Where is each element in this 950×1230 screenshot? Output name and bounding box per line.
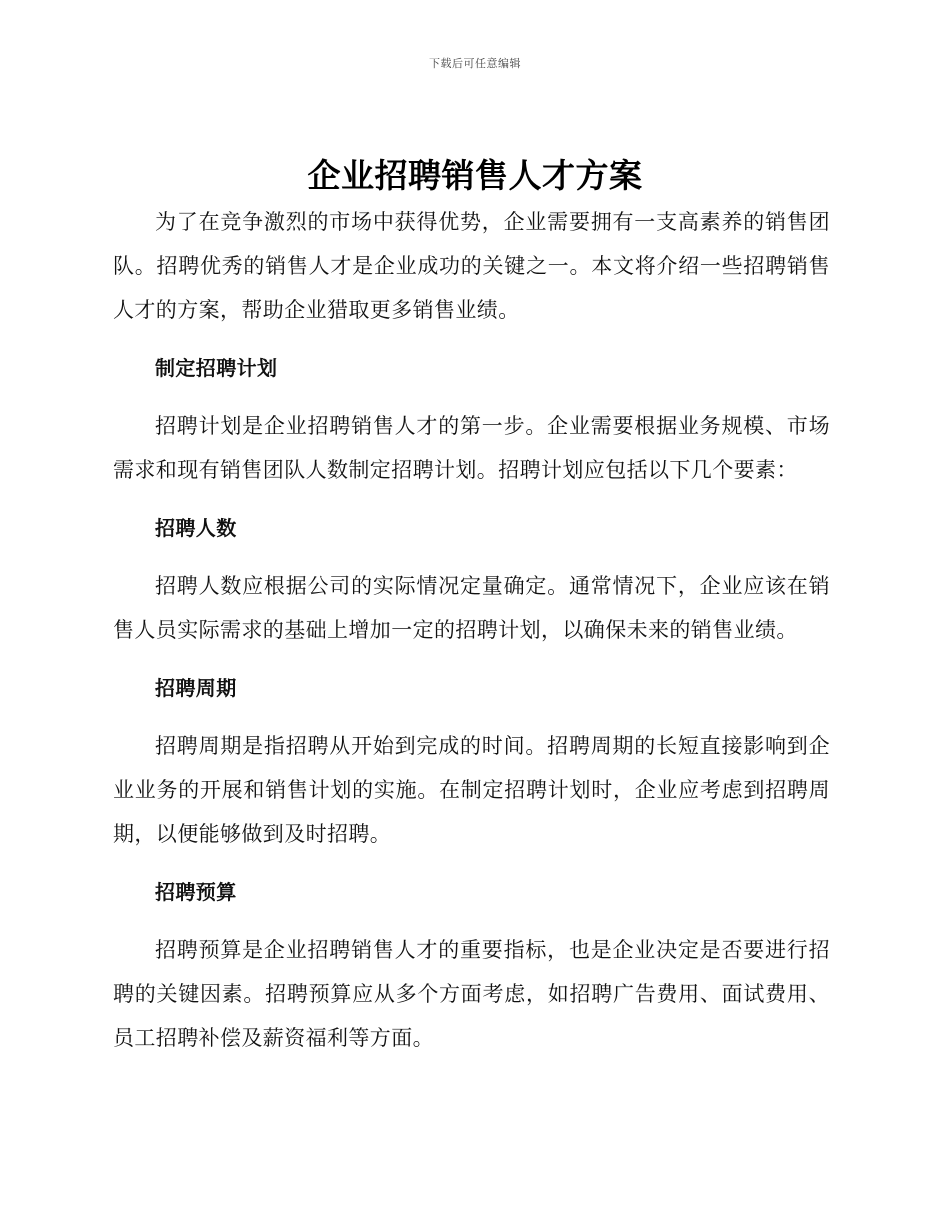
document-body xyxy=(113,200,830,1060)
spacer xyxy=(113,390,830,404)
spacer xyxy=(113,710,830,724)
section-paragraph-plan: 招聘计划是企业招聘销售人才的第一步。企业需要根据业务规模、市场需求和现有销售团队人数制定招聘计划。招聘计划应包括以下几个要素： xyxy=(113,414,830,482)
section-heading-budget: 招聘预算 xyxy=(155,880,237,904)
spacer xyxy=(113,914,830,928)
section-heading-plan: 制定招聘计划 xyxy=(155,356,278,380)
spacer xyxy=(113,550,830,564)
intro-paragraph: 为了在竞争激烈的市场中获得优势，企业需要拥有一支高素养的销售团队。招聘优秀的销售人才是企业成功的关键之一。本文将介绍一些招聘销售人才的方案，帮助企业猎取更多销售业绩。 xyxy=(113,210,830,322)
section-paragraph-headcount: 招聘人数应根据公司的实际情况定量确定。通常情况下，企业应该在销售人员实际需求的基础上增加一定的招聘计划，以确保未来的销售业绩。 xyxy=(113,574,830,642)
section-heading-headcount: 招聘人数 xyxy=(155,516,237,540)
spacer xyxy=(113,332,830,346)
spacer xyxy=(113,652,830,666)
page-header-note: 下载后可任意编辑 xyxy=(429,57,521,70)
section-paragraph-budget: 招聘预算是企业招聘销售人才的重要指标，也是企业决定是否要进行招聘的关键因素。招聘预算应从多个方面考虑，如招聘广告费用、面试费用、员工招聘补偿及薪资福利等方面。 xyxy=(113,938,830,1050)
spacer xyxy=(113,492,830,506)
section-paragraph-cycle: 招聘周期是指招聘从开始到完成的时间。招聘周期的长短直接影响到企业业务的开展和销售计划的实施。在制定招聘计划时，企业应考虑到招聘周期，以便能够做到及时招聘。 xyxy=(113,734,830,846)
section-heading-cycle: 招聘周期 xyxy=(155,676,237,700)
spacer xyxy=(113,856,830,870)
document-title: 企业招聘销售人才方案 xyxy=(307,156,643,195)
